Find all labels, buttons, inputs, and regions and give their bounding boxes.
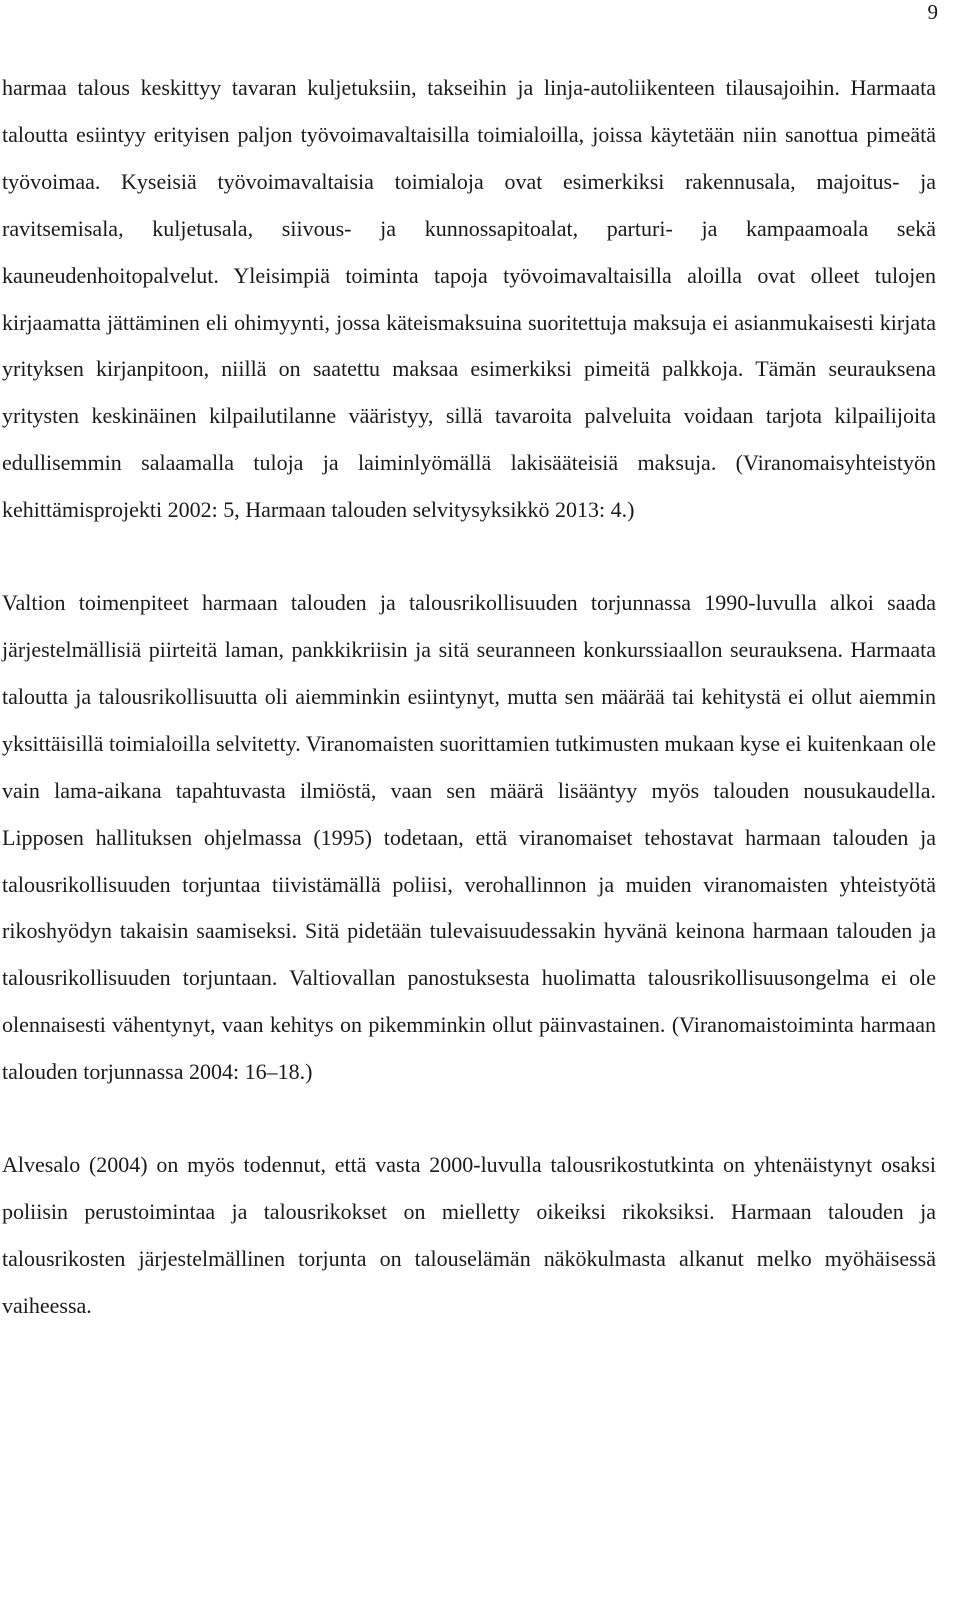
paragraph-alvesalo: Alvesalo (2004) on myös todennut, että vasta 2000-luvulla talousrikostutkinta on yhtenäistynyt osaksi poliisin perustoimintaa ja talousrikokset on mielletty oikeiksi rikoksiksi. Harmaan talouden ja talousrikosten järjestelmällinen torjunta on talouselämän näkökulmasta alkanut melko myöhäisessä vaiheessa. bbox=[2, 1152, 936, 1318]
page-number: 9 bbox=[927, 0, 938, 24]
body-text bbox=[2, 65, 936, 1330]
paragraph-grey-economy-sectors: harmaa talous keskittyy tavaran kuljetuksiin, takseihin ja linja-autoliikenteen tilausajoihin. Harmaata taloutta esiintyy erityisen paljon työvoimavaltaisilla toimialoilla, joissa käytetään niin sanottua pimeätä työvoimaa. Kyseisiä työvoimavaltaisia toimialoja ovat esimerkiksi rakennusala, majoitus- ja ravitsemisala, kuljetusala, siivous- ja kunnossapitoalat, parturi- ja kampaamoala sekä kauneudenhoitopalvelut. Yleisimpiä toiminta tapoja työvoimavaltaisilla aloilla ovat olleet tulojen kirjaamatta jättäminen eli ohimyynti, jossa käteismaksuina suoritettuja maksuja ei asianmukaisesti kirjata yrityksen kirjanpitoon, niillä on saatettu maksaa esimerkiksi pimeitä palkkoja. Tämän seurauksena yritysten keskinäinen kilpailutilanne vääristyy, sillä tavaroita palveluita voidaan tarjota kilpailijoita edullisemmin salaamalla tuloja ja laiminlyömällä lakisääteisiä maksuja. (Viranomaisyhteistyön kehittämisprojekti 2002: 5, Harmaan talouden selvitysyksikkö 2013: 4.) bbox=[2, 75, 936, 523]
paragraph-state-measures: Valtion toimenpiteet harmaan talouden ja talousrikollisuuden torjunnassa 1990-luvulla alkoi saada järjestelmällisiä piirteitä laman, pankkikriisin ja sitä seuranneen konkurssiaallon seurauksena. Harmaata taloutta ja talousrikollisuutta oli aiemminkin esiintynyt, mutta sen määrää tai kehitystä ei ollut aiemmin yksittäisillä toimialoilla selvitetty. Viranomaisten suorittamien tutkimusten mukaan kyse ei kuitenkaan ole vain lama-aikana tapahtuvasta ilmiöstä, vaan sen määrä lisääntyy myös talouden nousukaudella. Lipposen hallituksen ohjelmassa (1995) todetaan, että viranomaiset tehostavat harmaan talouden ja talousrikollisuuden torjuntaa tiivistämällä poliisi, verohallinnon ja muiden viranomaisten yhteistyötä rikoshyödyn takaisin saamiseksi. Sitä pidetään tulevaisuudessakin hyvänä keinona harmaan talouden ja talousrikollisuuden torjuntaan. Valtiovallan panostuksesta huolimatta talousrikollisuusongelma ei ole olennaisesti vähentynyt, vaan kehitys on pikemminkin ollut päinvastainen. (Viranomaistoiminta harmaan talouden torjunnassa 2004: 16–18.) bbox=[2, 590, 936, 1085]
